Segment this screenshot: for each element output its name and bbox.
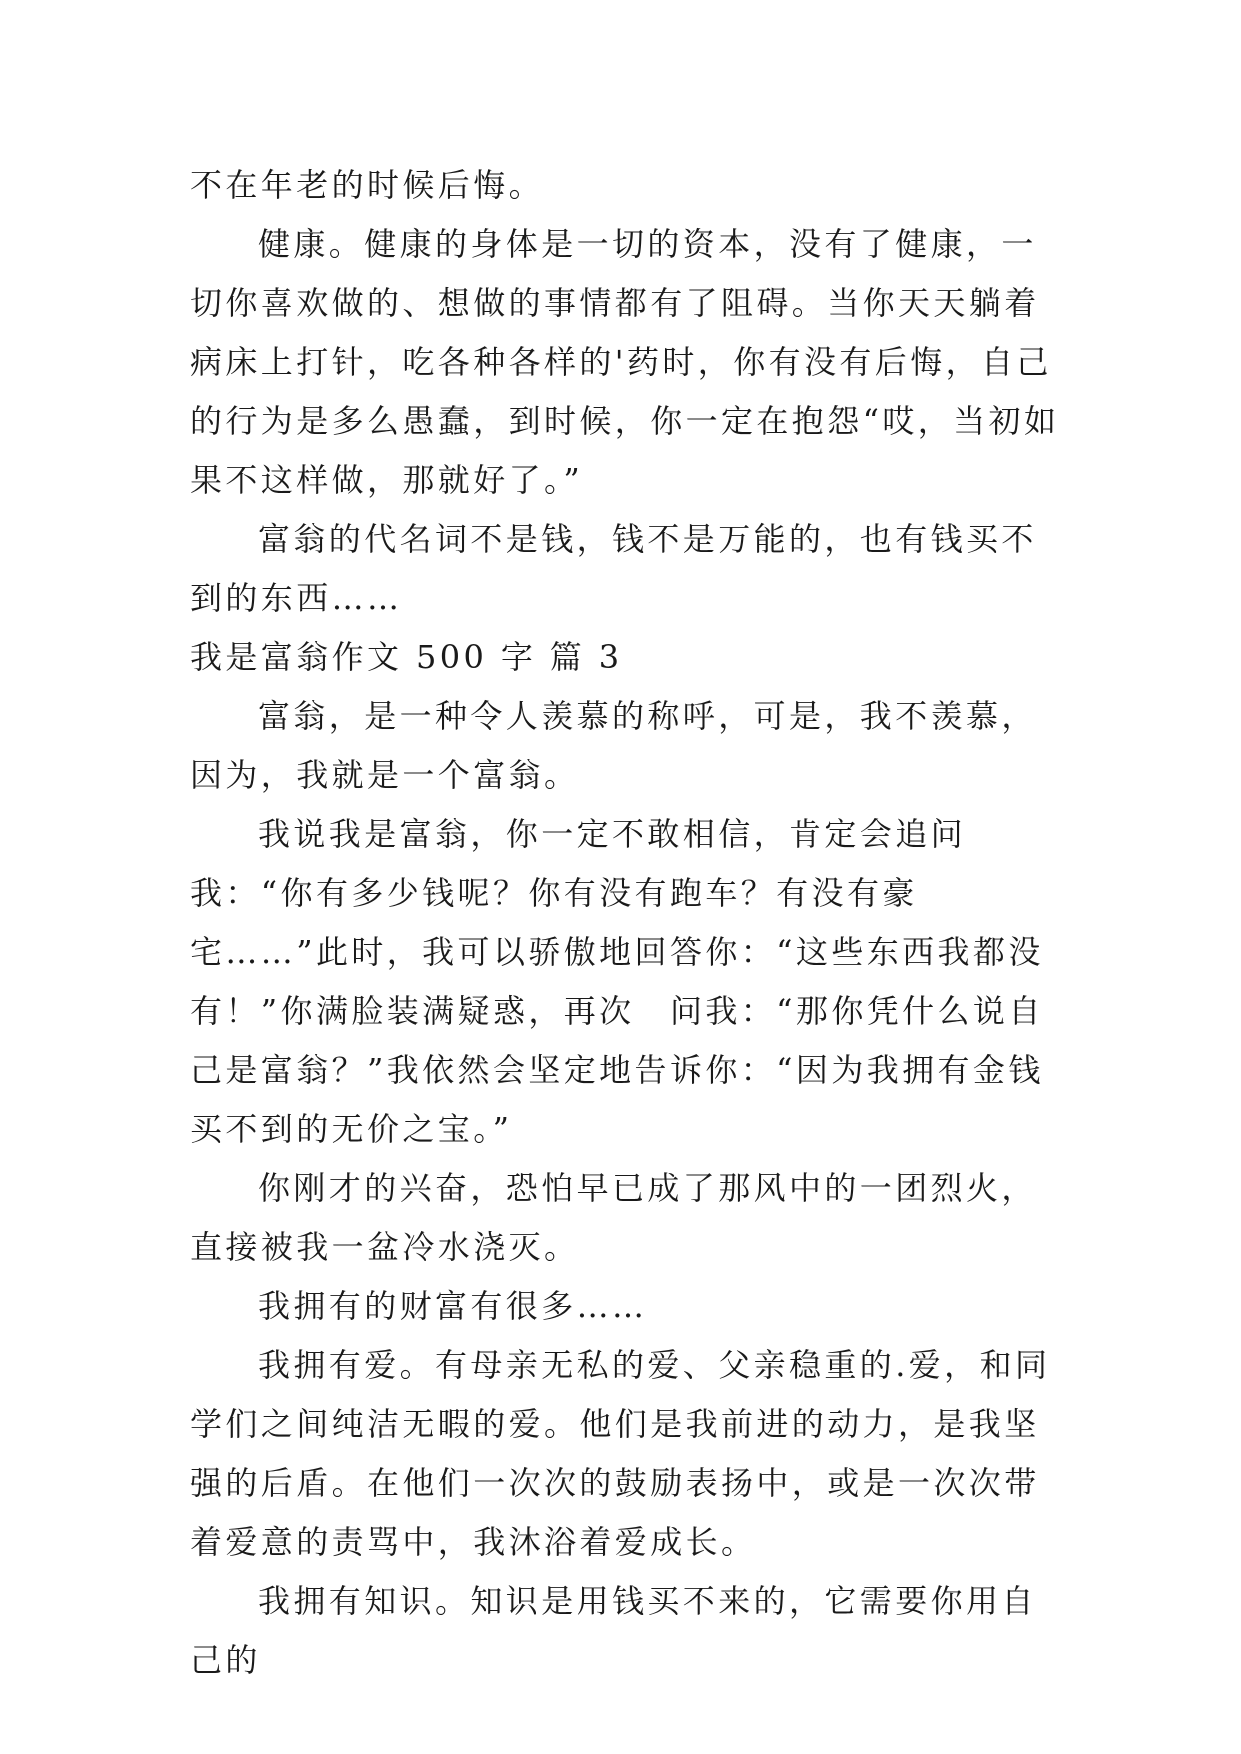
document-body [190,156,1060,1690]
section-heading: 我是富翁作文 500 字 篇 3 [190,638,623,676]
paragraph: 富翁，是一种令人羡慕的称呼，可是，我不羡慕，因为，我就是一个富翁。 [190,697,1037,794]
paragraph: 富翁的代名词不是钱，钱不是万能的，也有钱买不到的东西…… [190,520,1037,617]
paragraph: 我说我是富翁，你一定不敢相信，肯定会追问我：“你有多少钱呢？你有没有跑车？有没有豪宅……”此时，我可以骄傲地回答你：“这些东西我都没有！”你满脸装满疑惑，再次 问我：“那你凭什么说自己是富翁？”我依然会坚定地告诉你：“因为我拥有金钱买不到的无价之宝。” [190,815,1044,1148]
paragraph: 不在年老的时候后悔。 [190,166,545,204]
paragraph: 我拥有的财富有很多…… [258,1287,648,1325]
paragraph: 你刚才的兴奋，恐怕早已成了那风中的一团烈火，直接被我一盆冷水浇灭。 [190,1169,1037,1266]
paragraph: 我拥有知识。知识是用钱买不来的，它需要你用自己的 [190,1582,1037,1679]
paragraph: 我拥有爱。有母亲无私的爱、父亲稳重的.爱，和同学们之间纯洁无暇的爱。他们是我前进的动力，是我坚强的后盾。在他们一次次的鼓励表扬中，或是一次次带着爱意的责骂中，我沐浴着爱成长。 [190,1346,1051,1561]
paragraph: 健康。健康的身体是一切的资本，没有了健康，一切你喜欢做的、想做的事情都有了阻碍。当你天天躺着病床上打针，吃各种各样的'药时，你有没有后悔，自己的行为是多么愚蠢，到时候，你一定在抱怨“哎，当初如果不这样做，那就好了。” [190,225,1060,499]
